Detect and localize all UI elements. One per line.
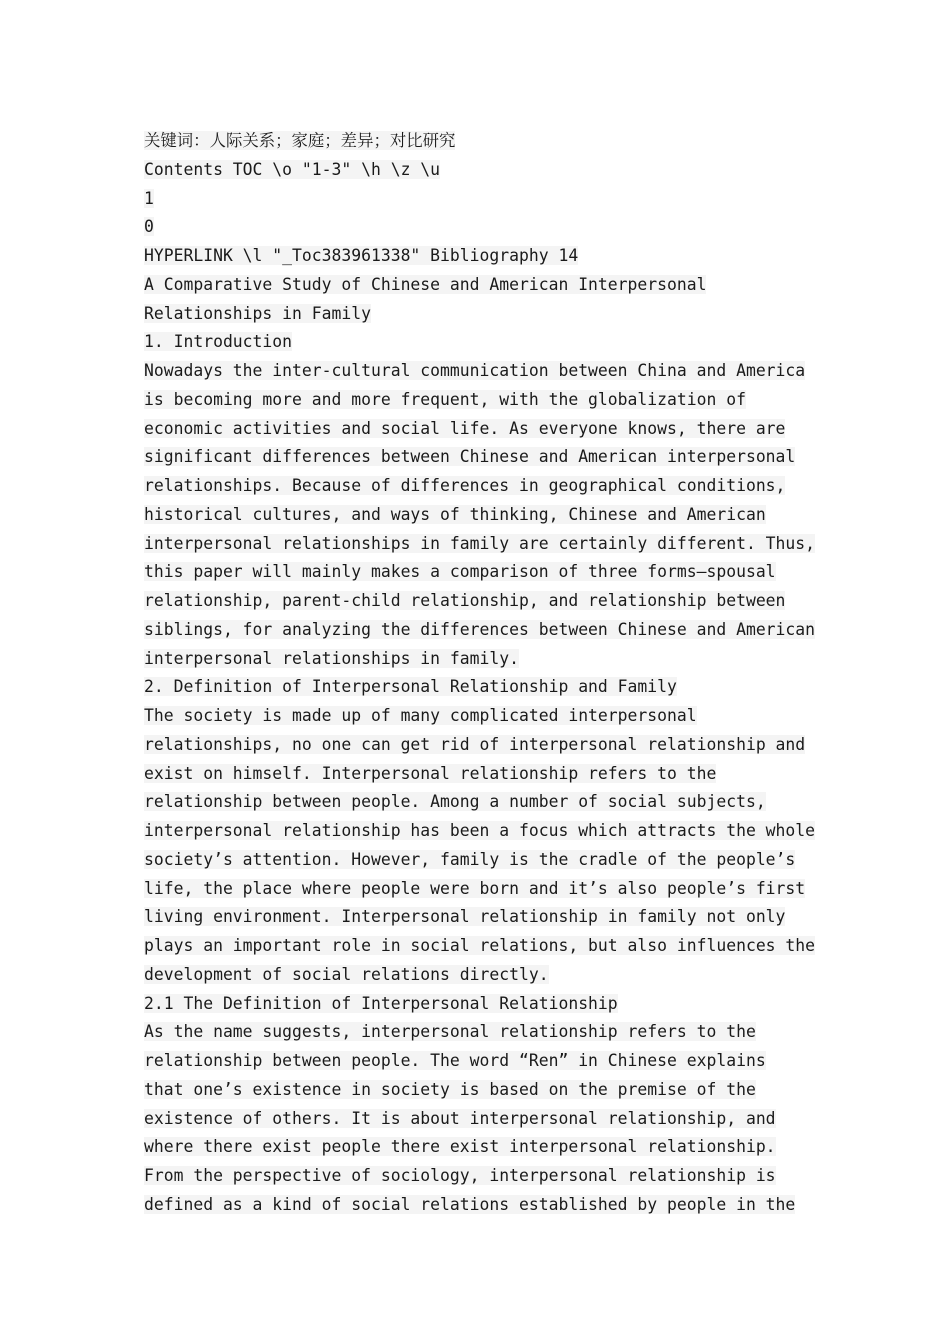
paragraph-line: society’s attention. However, family is the cradle of the people’s [144, 849, 796, 869]
section-heading: 2. Definition of Interpersonal Relationship and Family [144, 677, 677, 697]
paragraph-line: economic activities and social life. As everyone knows, there are [144, 418, 786, 438]
hyperlink-field-code[interactable]: HYPERLINK \l "_Toc383961338" Bibliography 14 [144, 246, 579, 265]
paragraph-line: exist on himself. Interpersonal relationship refers to the [144, 763, 717, 783]
paragraph-line: significant differences between Chinese and American interpersonal [144, 447, 796, 467]
keywords-line: 关键词：人际关系；家庭；差异；对比研究 [144, 131, 456, 150]
paragraph-line: defined as a kind of social relations established by people in the [144, 1194, 796, 1214]
document-title: Relationships in Family [144, 303, 371, 323]
paragraph-line: relationship, parent-child relationship, and relationship between [144, 591, 786, 610]
toc-entry-number: 1 [144, 188, 154, 208]
subsection-heading: 2.1 The Definition of Interpersonal Relationship [144, 993, 618, 1013]
paragraph-line: From the perspective of sociology, interpersonal relationship is [144, 1166, 776, 1185]
paragraph-line: relationships. Because of differences in geographical conditions, [144, 476, 786, 495]
document-title: A Comparative Study of Chinese and American Interpersonal [144, 274, 707, 294]
paragraph-line: living environment. Interpersonal relationship in family not only [144, 907, 786, 927]
paragraph-line: siblings, for analyzing the differences between Chinese and American [144, 619, 816, 639]
section-heading: 1. Introduction [144, 332, 293, 352]
document-page [144, 127, 814, 1220]
paragraph-line: existence of others. It is about interpersonal relationship, and [144, 1108, 776, 1128]
paragraph-line: relationship between people. The word “Ren” in Chinese explains [144, 1051, 766, 1070]
paragraph-line: this paper will mainly makes a comparison of three forms—spousal [144, 562, 776, 582]
toc-field-code: Contents TOC \o "1-3" \h \z \u [144, 159, 441, 179]
paragraph-line: plays an important role in social relations, but also influences the [144, 936, 816, 955]
paragraph-line: The society is made up of many complicated interpersonal [144, 706, 697, 725]
paragraph-line: that one’s existence in society is based on the premise of the [144, 1079, 756, 1099]
paragraph-line: development of social relations directly. [144, 964, 549, 984]
paragraph-line: where there exist people there exist interpersonal relationship. [144, 1137, 776, 1157]
paragraph-line: interpersonal relationships in family are certainly different. Thus, [144, 533, 816, 553]
paragraph-line: historical cultures, and ways of thinking, Chinese and American [144, 504, 766, 524]
toc-entry-number: 0 [144, 217, 154, 237]
paragraph-line: life, the place where people were born and it’s also people’s first [144, 878, 806, 898]
paragraph-line: relationship between people. Among a number of social subjects, [144, 792, 766, 812]
paragraph-line: Nowadays the inter-cultural communication between China and America [144, 361, 806, 380]
paragraph-line: interpersonal relationship has been a focus which attracts the whole [144, 821, 816, 840]
paragraph-line: As the name suggests, interpersonal relationship refers to the [144, 1022, 756, 1042]
paragraph-line: interpersonal relationships in family. [144, 648, 519, 668]
paragraph-line: relationships, no one can get rid of interpersonal relationship and [144, 734, 806, 754]
paragraph-line: is becoming more and more frequent, with the globalization of [144, 389, 746, 409]
